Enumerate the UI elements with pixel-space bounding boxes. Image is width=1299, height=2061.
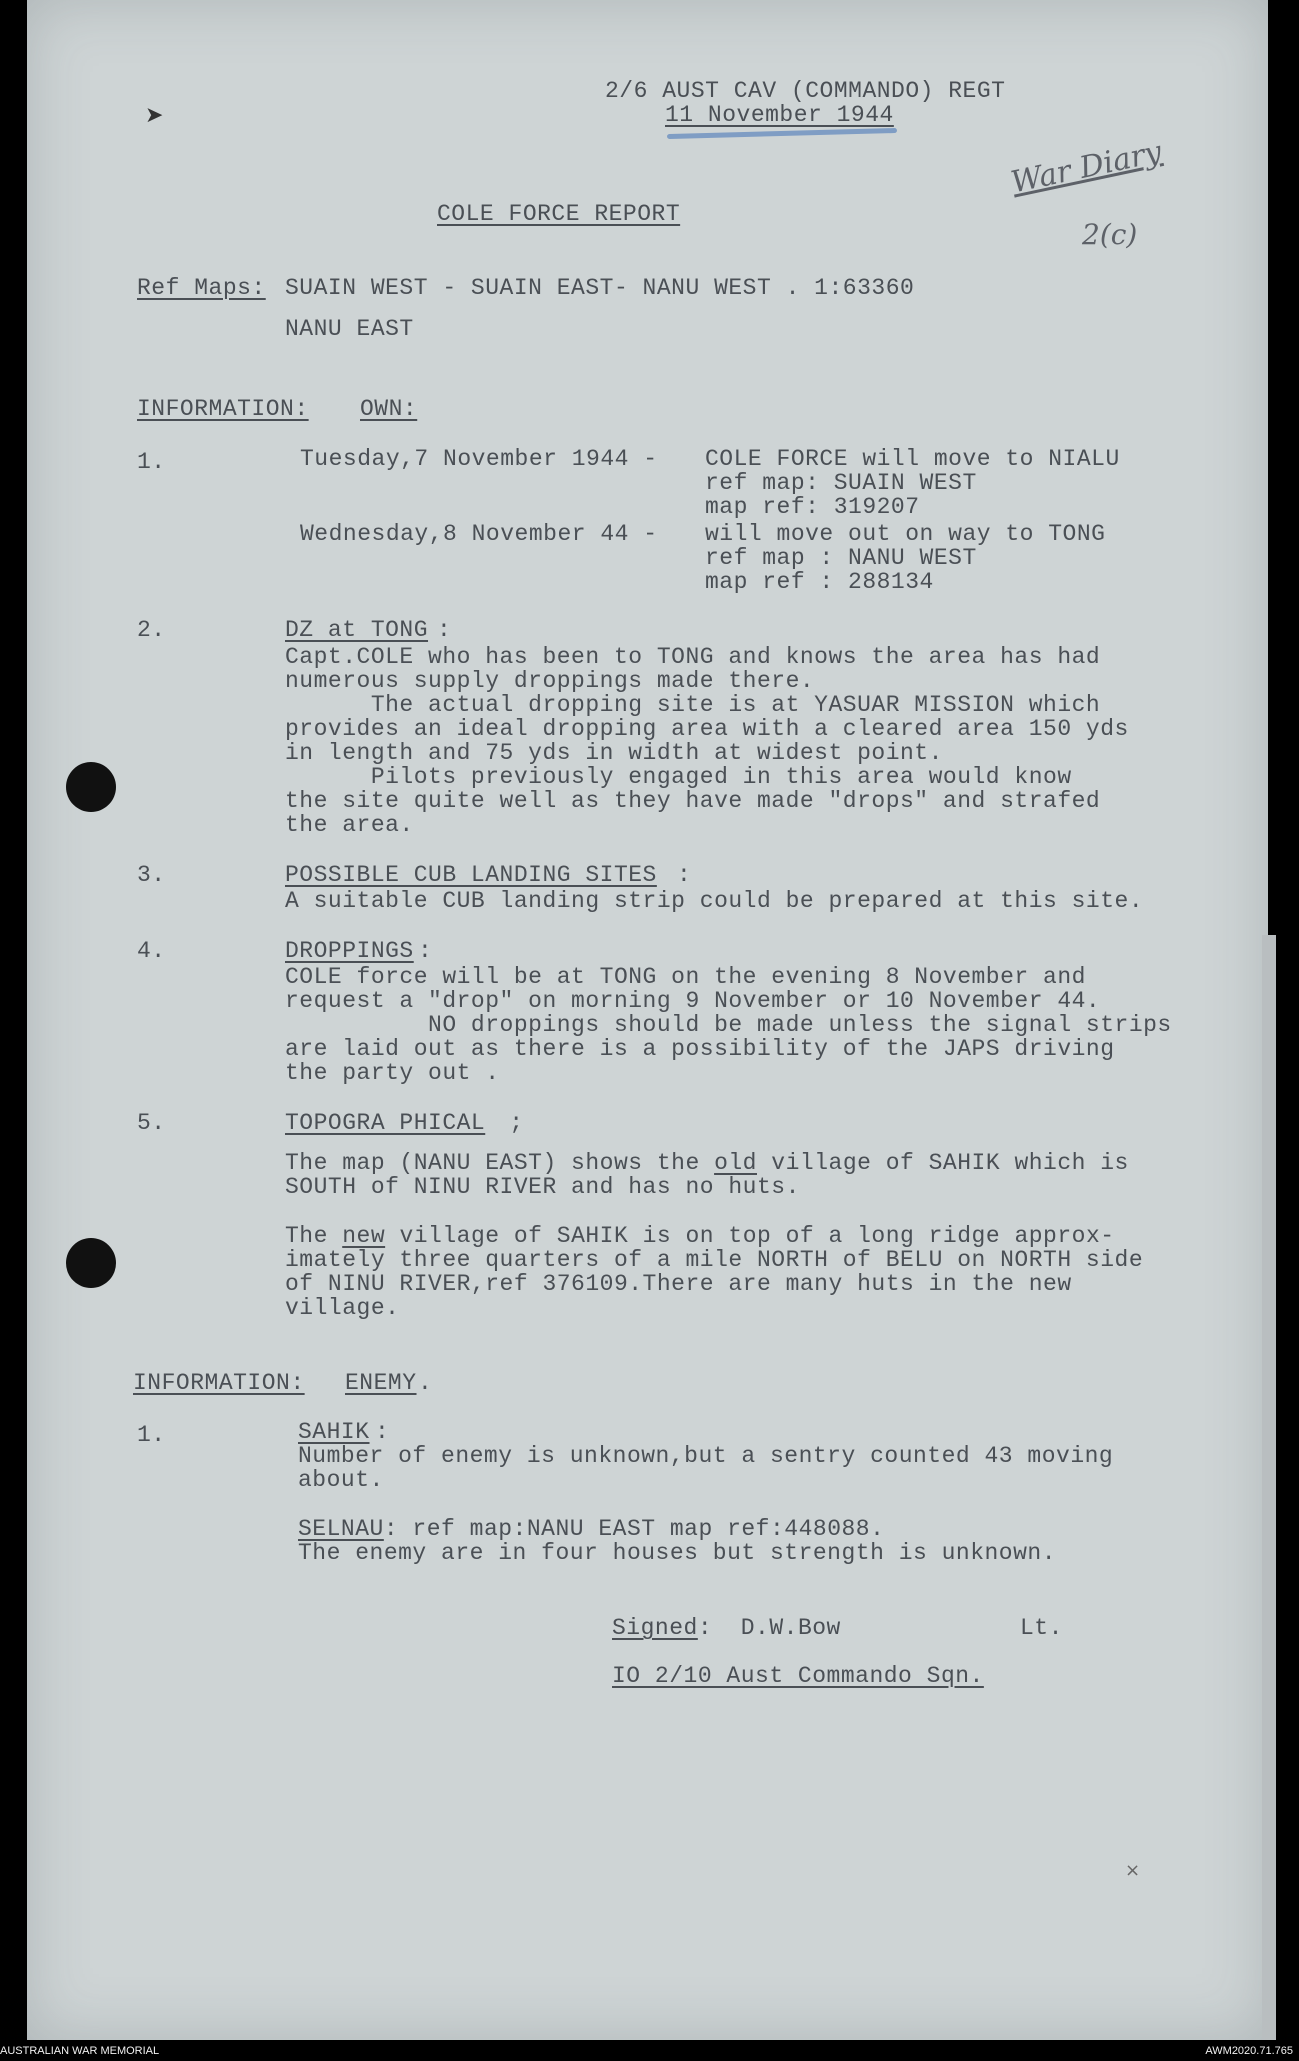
- unit-heading: 2/6 AUST CAV (COMMANDO) REGT: [605, 78, 1006, 104]
- item-3-heading: POSSIBLE CUB LANDING SITES: [285, 862, 657, 888]
- item-1-date-2: Wednesday,8 November 44 -: [300, 521, 658, 547]
- sahik-heading-colon: :: [375, 1419, 390, 1445]
- item-4-line: are laid out as there is a possibility of the JAPS driving: [285, 1036, 1115, 1062]
- selnau-heading: SELNAU: [298, 1516, 384, 1542]
- signature-rank: Lt.: [1020, 1615, 1063, 1641]
- sahik-heading: SAHIK: [298, 1419, 370, 1445]
- item-2-heading-colon: :: [437, 617, 452, 643]
- item-4-heading-colon: :: [418, 938, 433, 964]
- item-5-heading: TOPOGRA PHICAL: [285, 1110, 486, 1136]
- item-2-line: the site quite well as they have made "drops" and strafed: [285, 788, 1101, 814]
- item-1-text-2b: ref map : NANU WEST: [705, 545, 977, 571]
- sahik-line: about.: [298, 1467, 384, 1493]
- own-sublabel: OWN:: [360, 396, 418, 422]
- enemy-1-number: 1.: [137, 1422, 166, 1448]
- item-4-line: the party out .: [285, 1060, 500, 1086]
- ref-maps-line-1: SUAIN WEST - SUAIN EAST- NANU WEST . 1:63360: [285, 275, 915, 301]
- item-2-line: Capt.COLE who has been to TONG and knows the area has had: [285, 644, 1101, 670]
- item-1-text-2a: will move out on way to TONG: [705, 521, 1106, 547]
- item-2-line: Pilots previously engaged in this area would know: [285, 764, 1072, 790]
- handwritten-reference: 2(c): [1082, 218, 1138, 251]
- item-2-heading: DZ at TONG: [285, 617, 429, 643]
- ink-mark: ➤: [145, 103, 164, 128]
- item-1-text-1c: map ref: 319207: [705, 494, 920, 520]
- item-2-line: numerous supply droppings made there.: [285, 668, 815, 694]
- item-4-line: NO droppings should be made unless the signal strips: [285, 1012, 1172, 1038]
- item-1-text-1b: ref map: SUAIN WEST: [705, 470, 977, 496]
- punch-hole-bottom: [66, 1238, 116, 1288]
- ref-maps-label: Ref Maps:: [137, 275, 266, 301]
- handwritten-war-diary: War Diary: [1008, 134, 1165, 201]
- old-underlined: old: [714, 1150, 757, 1176]
- item-3-number: 3.: [137, 862, 166, 888]
- item-4-heading: DROPPINGS: [285, 938, 414, 964]
- information-enemy-label: INFORMATION:: [133, 1370, 305, 1396]
- item-2-number: 2.: [137, 617, 166, 643]
- selnau-line-1: SELNAU: ref map:NANU EAST map ref:448088.: [298, 1516, 885, 1542]
- item-1-text-2c: map ref : 288134: [705, 569, 934, 595]
- ref-maps-line-2: NANU EAST: [285, 316, 414, 342]
- item-5-para-2-line: imately three quarters of a mile NORTH of BELU on NORTH side: [285, 1247, 1144, 1273]
- item-4-number: 4.: [137, 938, 166, 964]
- footer-accession-number: AWM2020.71.765: [1205, 2045, 1293, 2057]
- footer-institution: AUSTRALIAN WAR MEMORIAL: [0, 2045, 160, 2057]
- sahik-line: Number of enemy is unknown,but a sentry counted 43 moving: [298, 1443, 1114, 1469]
- item-5-para-1-line-2: SOUTH of NINU RIVER and has no huts.: [285, 1174, 800, 1200]
- selnau-line-2: The enemy are in four houses but strength is unknown.: [298, 1540, 1057, 1566]
- item-1-date-1: Tuesday,7 November 1944 -: [300, 446, 658, 472]
- item-5-para-2-line: village.: [285, 1295, 400, 1321]
- pencil-cross-mark: ×: [1125, 1860, 1141, 1881]
- item-2-line: The actual dropping site is at YASUAR MISSION which: [285, 692, 1101, 718]
- page-edge: [1262, 935, 1276, 2040]
- item-4-line: COLE force will be at TONG on the evening 8 November and: [285, 964, 1086, 990]
- signature-line: Signed: D.W.Bow: [612, 1615, 841, 1641]
- item-5-para-2-line: of NINU RIVER,ref 376109.There are many huts in the new: [285, 1271, 1072, 1297]
- item-5-heading-tail: ;: [495, 1110, 524, 1136]
- item-2-line: in length and 75 yds in width at widest point.: [285, 740, 943, 766]
- item-3-line: A suitable CUB landing strip could be prepared at this site.: [285, 888, 1144, 914]
- new-underlined: new: [342, 1223, 386, 1249]
- item-4-line: request a "drop" on morning 9 November or 10 November 44.: [285, 988, 1101, 1014]
- signed-label: Signed: [612, 1615, 698, 1641]
- page-title: COLE FORCE REPORT: [437, 201, 681, 227]
- enemy-sublabel-tail: .: [418, 1370, 433, 1396]
- item-1-number: 1.: [137, 449, 166, 475]
- item-5-para-1-line-1: The map (NANU EAST) shows the old village of SAHIK which is: [285, 1150, 1129, 1176]
- item-5-number: 5.: [137, 1110, 166, 1136]
- item-5-para-2-line-1: The new village of SAHIK is on top of a long ridge approx-: [285, 1223, 1115, 1249]
- punch-hole-top: [66, 762, 116, 812]
- enemy-sublabel: ENEMY: [345, 1370, 417, 1396]
- information-own-label: INFORMATION:: [137, 396, 309, 422]
- item-1-text-1a: COLE FORCE will move to NIALU: [705, 446, 1120, 472]
- item-2-line: the area.: [285, 812, 414, 838]
- item-3-heading-colon: :: [677, 862, 692, 888]
- signature-unit: IO 2/10 Aust Commando Sqn.: [612, 1663, 984, 1689]
- report-date: 11 November 1944: [665, 102, 894, 128]
- item-2-line: provides an ideal dropping area with a cleared area 150 yds: [285, 716, 1129, 742]
